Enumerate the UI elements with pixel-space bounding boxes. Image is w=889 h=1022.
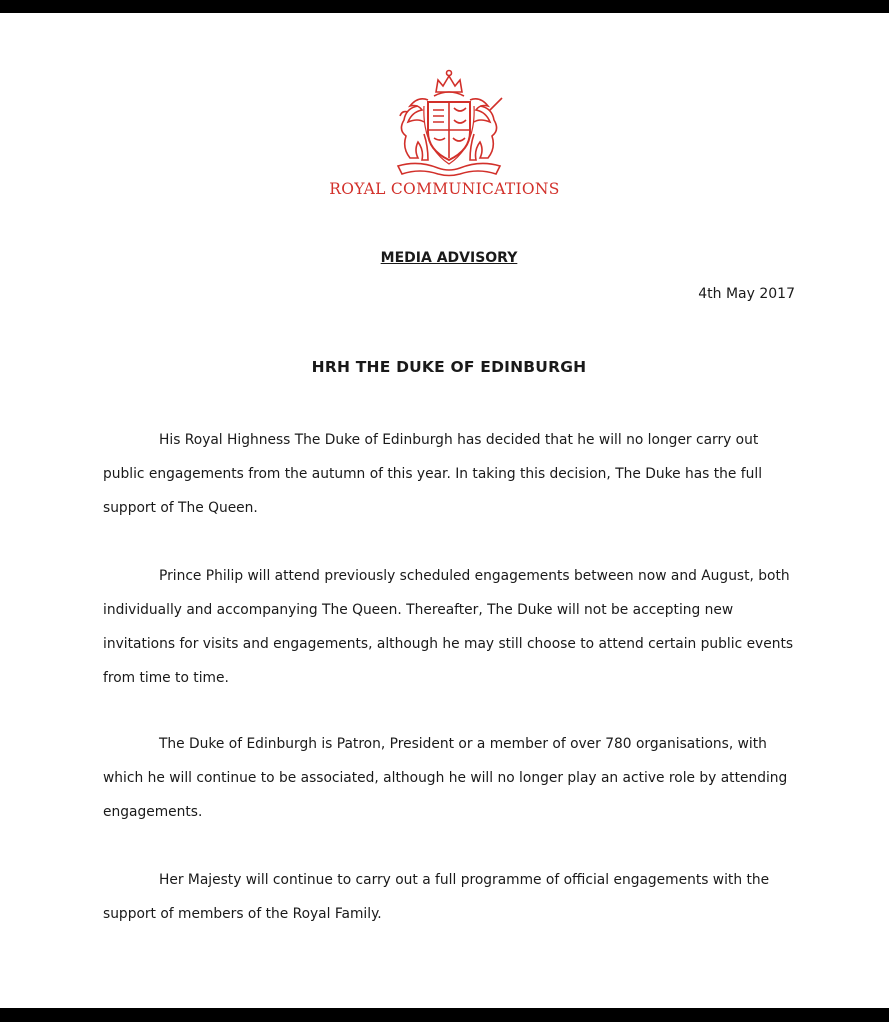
top-border [0, 0, 889, 13]
paragraph-1: His Royal Highness The Duke of Edinburgh has decided that he will no longer carry out public engagements from the autumn of this year. In taking this decision, The Duke has the full support of The Queen. [103, 432, 763, 516]
royal-coat-of-arms-icon [388, 66, 510, 178]
bottom-border [0, 1008, 889, 1022]
document-date: 4th May 2017 [698, 286, 795, 302]
paragraph-3: The Duke of Edinburgh is Patron, President or a member of over 780 organisations, with which he will continue to be associated, although he will no longer play an active role by attending engagements. [103, 736, 788, 820]
paragraph-2: Prince Philip will attend previously scheduled engagements between now and August, both individually and accompanying The Queen. Thereafter, The Duke will not be accepting new invitations for visits and engagements, although he may still choose to attend certain public events from time to time. [103, 568, 794, 686]
document-title: HRH THE DUKE OF EDINBURGH [311, 358, 587, 376]
paragraph-4: Her Majesty will continue to carry out a full programme of official engagements with the support of members of the Royal Family. [103, 872, 770, 922]
document-label: MEDIA ADVISORY [380, 250, 518, 266]
organisation-name: ROYAL COMMUNICATIONS [329, 180, 560, 198]
